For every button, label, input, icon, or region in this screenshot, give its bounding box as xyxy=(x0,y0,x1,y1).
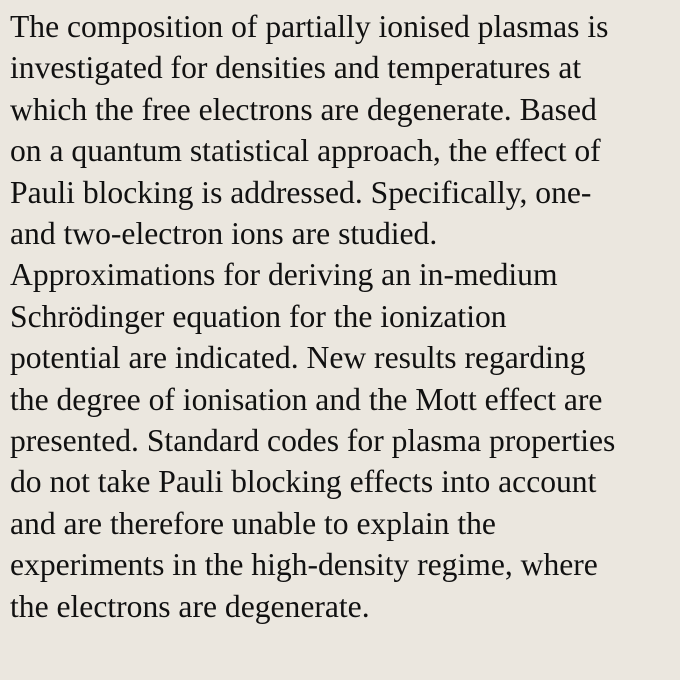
text-line: the degree of ionisation and the Mott effect are xyxy=(10,381,603,417)
text-line: do not take Pauli blocking effects into account xyxy=(10,464,597,500)
text-line: presented. Standard codes for plasma properties xyxy=(10,423,616,459)
text-line: investigated for densities and temperatures at xyxy=(10,50,582,86)
text-line: Pauli blocking is addressed. Specifically, one- xyxy=(10,174,592,210)
text-line: potential are indicated. New results regarding xyxy=(10,340,586,376)
text-line: and are therefore unable to explain the xyxy=(10,505,496,541)
text-line: Approximations for deriving an in-medium xyxy=(10,257,558,293)
text-line: experiments in the high-density regime, where xyxy=(10,547,598,583)
text-line: and two-electron ions are studied. xyxy=(10,216,438,252)
text-line: which the free electrons are degenerate. Based xyxy=(10,91,597,127)
text-line: on a quantum statistical approach, the effect of xyxy=(10,133,601,169)
text-line: Schrödinger equation for the ionization xyxy=(10,298,507,334)
text-line: the electrons are degenerate. xyxy=(10,588,370,624)
text-line: The composition of partially ionised plasmas is xyxy=(10,9,609,44)
abstract-text xyxy=(10,6,678,627)
